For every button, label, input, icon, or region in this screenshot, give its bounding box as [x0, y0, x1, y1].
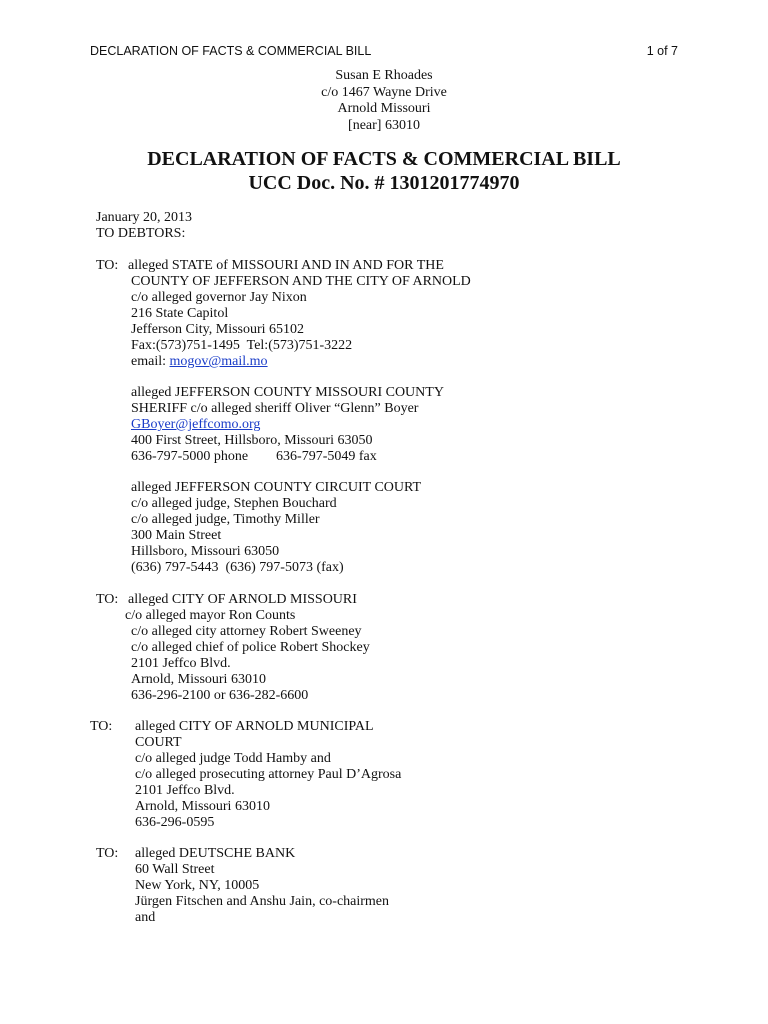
to-label-state: TO:	[96, 258, 119, 273]
email-prefix: email:	[131, 354, 170, 369]
municipal-line-5: 2101 Jeffco Blvd.	[135, 783, 235, 798]
recipient-city	[125, 592, 370, 704]
city-line-3: c/o alleged city attorney Robert Sweeney	[131, 624, 362, 639]
bank-line-4: Jürgen Fitschen and Anshu Jain, co-chairmen	[135, 894, 390, 909]
sender-address	[0, 68, 768, 134]
to-label-bank: TO:	[96, 846, 119, 861]
document-date: January 20, 2013	[96, 210, 193, 225]
recipient-municipal-court	[135, 719, 401, 831]
state-line-5: Jefferson City, Missouri 65102	[131, 322, 305, 337]
to-debtors-label: TO DEBTORS:	[96, 226, 186, 241]
bank-line-1: alleged DEUTSCHE BANK	[135, 846, 296, 861]
bank-line-2: 60 Wall Street	[135, 862, 215, 877]
bank-line-3: New York, NY, 10005	[135, 878, 260, 893]
recipient-sheriff	[131, 385, 444, 465]
municipal-line-3: c/o alleged judge Todd Hamby and	[135, 751, 331, 766]
city-line-5: 2101 Jeffco Blvd.	[131, 656, 231, 671]
state-email-link[interactable]: mogov@mail.mo	[169, 354, 268, 369]
municipal-line-4: c/o alleged prosecuting attorney Paul D’Agrosa	[135, 767, 402, 782]
recipient-state	[128, 258, 471, 370]
sheriff-line-1: alleged JEFFERSON COUNTY MISSOURI COUNTY	[131, 385, 444, 400]
title-line-2: UCC Doc. No. # 1301201774970	[248, 172, 520, 194]
city-line-2: c/o alleged mayor Ron Counts	[125, 608, 296, 623]
sheriff-line-5: 636-797-5000 phone 636-797-5049 fax	[131, 449, 377, 464]
court-line-1: alleged JEFFERSON COUNTY CIRCUIT COURT	[131, 480, 422, 495]
municipal-line-6: Arnold, Missouri 63010	[135, 799, 270, 814]
court-line-6: (636) 797-5443 (636) 797-5073 (fax)	[131, 560, 344, 575]
sender-name: Susan E Rhoades	[335, 68, 433, 83]
state-line-1: alleged STATE of MISSOURI AND IN AND FOR THE	[128, 258, 444, 273]
sheriff-line-4: 400 First Street, Hillsboro, Missouri 63050	[131, 433, 373, 448]
running-header-title: DECLARATION OF FACTS & COMMERCIAL BILL	[90, 44, 372, 58]
document-title	[0, 147, 768, 195]
sender-street: c/o 1467 Wayne Drive	[321, 84, 447, 100]
municipal-line-7: 636-296-0595	[135, 815, 215, 830]
state-line-6: Fax:(573)751-1495 Tel:(573)751-3222	[131, 338, 353, 353]
to-label-city: TO:	[96, 592, 119, 607]
sheriff-email-link[interactable]: GBoyer@jeffcomo.org	[131, 417, 261, 432]
court-line-3: c/o alleged judge, Timothy Miller	[131, 512, 320, 527]
recipient-circuit-court	[131, 480, 421, 576]
court-line-4: 300 Main Street	[131, 528, 222, 543]
date-block	[96, 210, 192, 242]
state-line-4: 216 State Capitol	[131, 306, 229, 321]
court-line-2: c/o alleged judge, Stephen Bouchard	[131, 496, 337, 511]
title-line-1: DECLARATION OF FACTS & COMMERCIAL BILL	[147, 148, 621, 170]
state-line-2: COUNTY OF JEFFERSON AND THE CITY OF ARNOLD	[131, 274, 471, 289]
bank-line-5: and	[135, 910, 156, 925]
court-line-5: Hillsboro, Missouri 63050	[131, 544, 280, 559]
page-number: 1 of 7	[646, 44, 678, 58]
state-email-line	[128, 354, 471, 370]
to-label-municipal: TO:	[90, 719, 113, 734]
sender-city: Arnold Missouri	[337, 101, 431, 116]
city-line-7: 636-296-2100 or 636-282-6600	[131, 688, 309, 703]
city-line-6: Arnold, Missouri 63010	[131, 672, 266, 687]
city-line-4: c/o alleged chief of police Robert Shockey	[131, 640, 370, 655]
sheriff-line-2: SHERIFF c/o alleged sheriff Oliver “Glenn” Boyer	[131, 401, 419, 416]
sender-zip: [near] 63010	[348, 117, 420, 133]
city-line-1: alleged CITY OF ARNOLD MISSOURI	[128, 592, 357, 607]
municipal-line-2: COURT	[135, 735, 182, 750]
recipient-bank	[135, 846, 389, 926]
municipal-line-1: alleged CITY OF ARNOLD MUNICIPAL	[135, 719, 374, 734]
state-line-3: c/o alleged governor Jay Nixon	[131, 290, 307, 305]
sheriff-email-line	[131, 417, 444, 433]
